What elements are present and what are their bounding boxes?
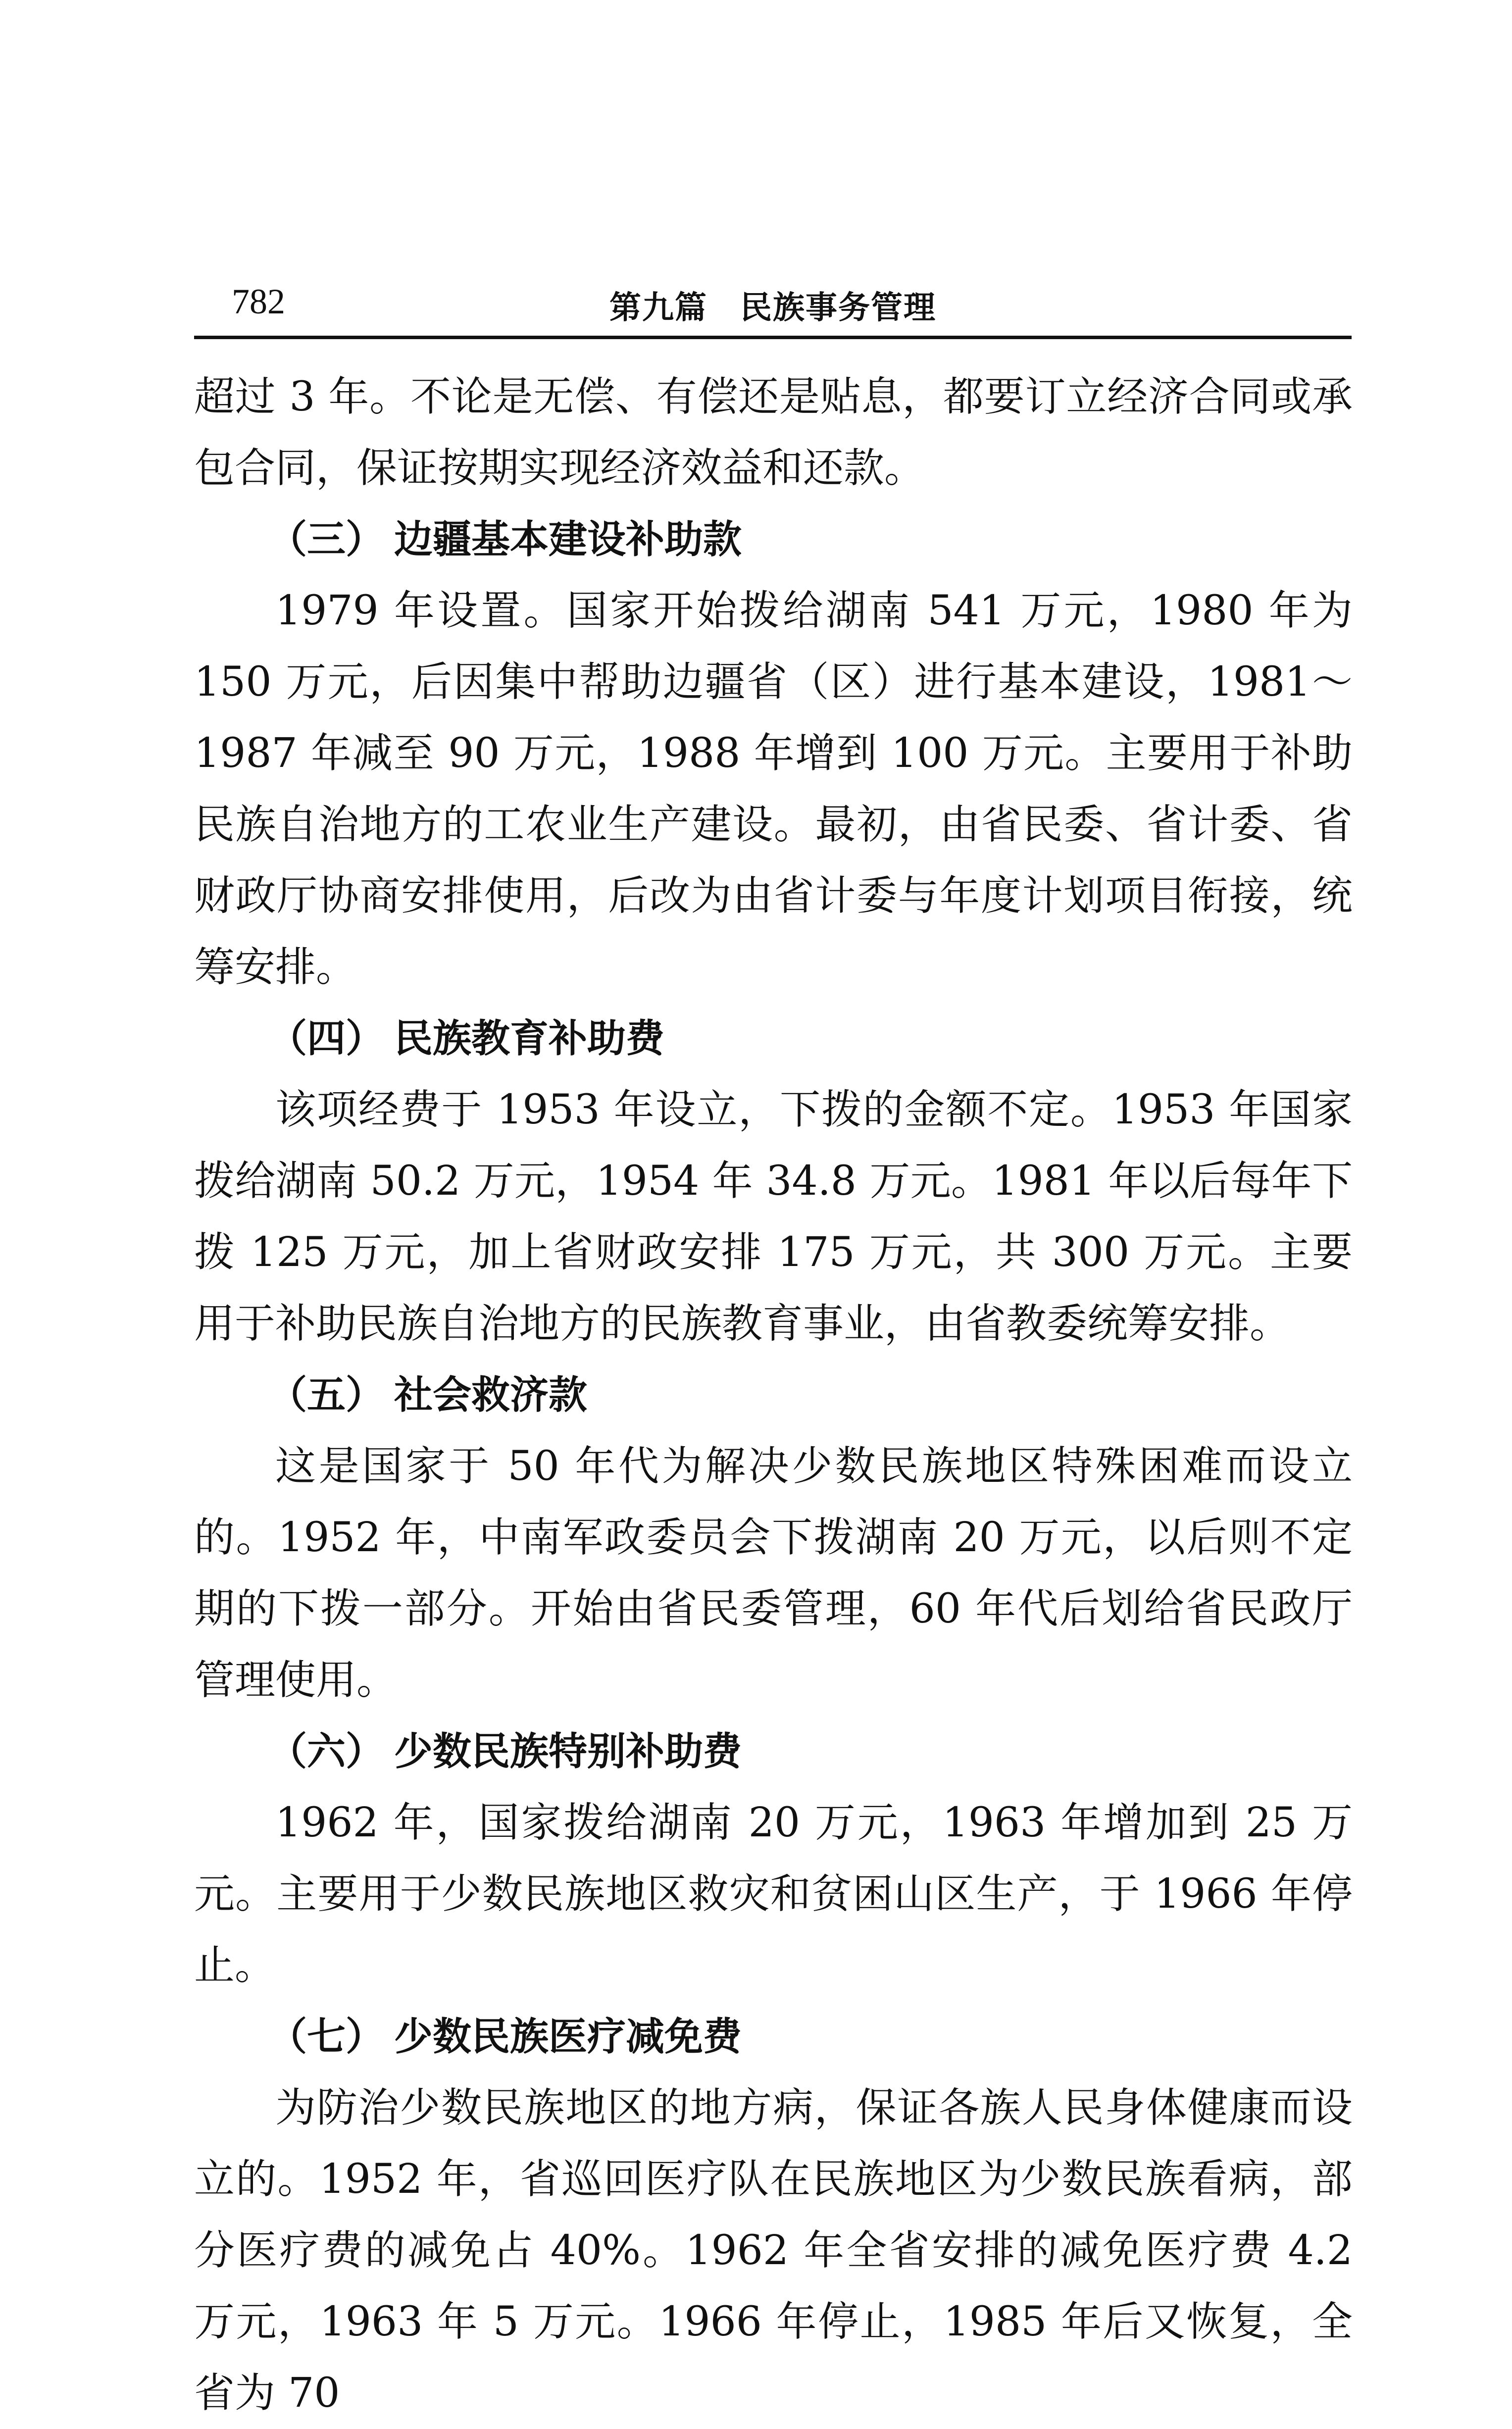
section-heading [194,1360,1353,1431]
section-4 [194,1003,1353,1360]
section-7 [194,2001,1353,2429]
page-number: 782 [232,282,285,321]
section-title: 社会救济款 [394,1373,588,1417]
running-title: 第九篇 民族事务管理 [609,290,936,326]
section-title: 民族教育补助费 [394,1016,665,1061]
section-paragraph: 这是国家于 50 年代为解决少数民族地区特殊困难而设立的。1952 年，中南军政委员会下拨湖南 20 万元，以后则不定期的下拨一部分。开始由省民委管理，60 年代后划给省民政厅管理使用。 [194,1443,1353,1704]
section-title: 边疆基本建设补助款 [394,517,742,562]
section-number: （五） [268,1373,385,1417]
section-paragraph: 为防治少数民族地区的地方病，保证各族人民身体健康而设立的。1952 年，省巡回医疗队在民族地区为少数民族看病，部分医疗费的减免占 40%。1962 年全省安排的减免医疗费 4.2 万元，1963 年 5 万元。1966 年停止，1985 年后又恢复，全省为 70 [194,2084,1353,2417]
section-6 [194,1716,1353,2001]
page-header [194,277,1352,339]
section-heading [194,504,1353,575]
section-title: 少数民族特别补助费 [394,1729,742,1774]
body-text [194,361,1353,2429]
section-3 [194,504,1353,1003]
section-5 [194,1360,1353,1716]
section-title: 少数民族医疗减免费 [394,2015,742,2059]
section-number: （三） [268,517,385,562]
section-number: （六） [268,1729,385,1774]
intro-paragraph: 超过 3 年。不论是无偿、有偿还是贴息，都要订立经济合同或承包合同，保证按期实现经济效益和还款。 [194,373,1353,492]
section-heading [194,1716,1353,1787]
section-paragraph: 该项经费于 1953 年设立，下拨的金额不定。1953 年国家拨给湖南 50.2 万元，1954 年 34.8 万元。1981 年以后每年下拨 125 万元，加上省财政安排 175 万元，共 300 万元。主要用于补助民族自治地方的民族教育事业，由省教委统筹安排。 [194,1086,1353,1347]
section-number: （四） [268,1016,385,1061]
section-paragraph: 1979 年设置。国家开始拨给湖南 541 万元，1980 年为 150 万元，后因集中帮助边疆省（区）进行基本建设，1981～1987 年减至 90 万元，1988 年增到 100 万元。主要用于补助民族自治地方的工农业生产建设。最初，由省民委、省计委、省财政厅协商安排使用，后改为由省计委与年度计划项目衔接，统筹安排。 [194,587,1353,991]
section-number: （七） [268,2015,385,2059]
section-heading [194,1003,1353,1074]
section-heading [194,2001,1353,2073]
section-paragraph: 1962 年，国家拨给湖南 20 万元，1963 年增加到 25 万元。主要用于少数民族地区救灾和贫困山区生产，于 1966 年停止。 [194,1799,1353,1989]
